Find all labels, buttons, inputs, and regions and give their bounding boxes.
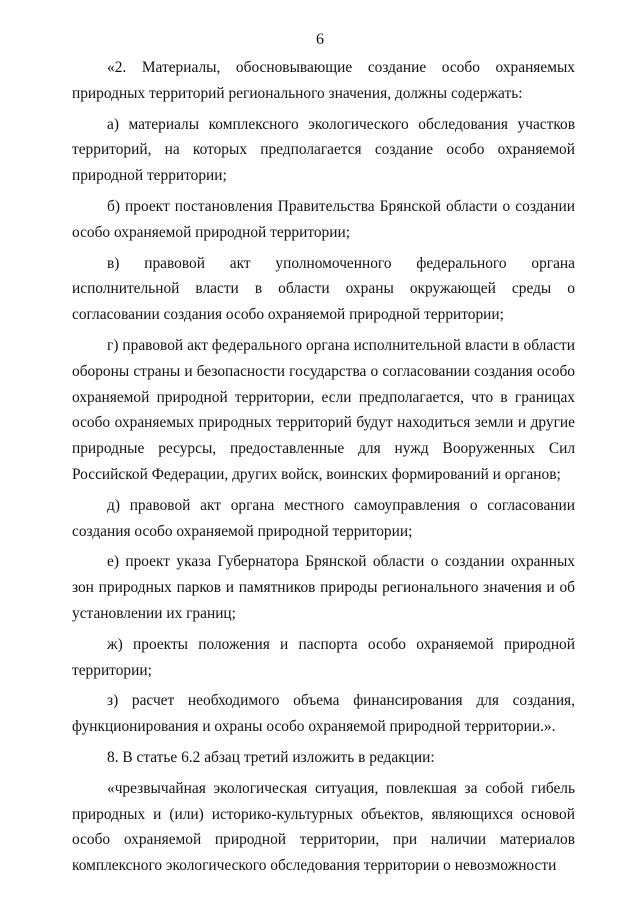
paragraph-intro: «2. Материалы, обосновывающие создание особо охраняемых природных территорий регионального значения, должны содержать:: [72, 59, 575, 102]
paragraph-item-e: е) проект указа Губернатора Брянской области о создании охранных зон природных парков и памятников природы регионального значения и об установлении их границ;: [72, 553, 575, 622]
paragraph-item-z: з) расчет необходимого объема финансирования для создания, функционирования и охраны особо охраняемой природной территории.».: [72, 692, 575, 736]
paragraph-item-v: в) правовой акт уполномоченного федерального органа исполнительной власти в области охраны окружающей среды о согласовании создания особо охраняемой природной территории;: [72, 254, 575, 324]
page-number: 6: [316, 31, 324, 48]
paragraph-item-d: д) правовой акт органа местного самоуправления о согласовании создания особо охраняемой природной территории;: [72, 496, 575, 540]
document-body: [72, 55, 575, 884]
paragraph-item-b: б) проект постановления Правительства Брянской области о создании особо охраняемой природной территории;: [72, 197, 575, 241]
paragraph-item-g: г) правовой акт федерального органа исполнительной власти в области обороны страны и безопасности государства о согласовании создания особо охраняемой природной территории, если предполагается, что в границах особо охраняемых природных территорий будут находиться земли и другие природные ресурсы, предоставленные для нужд Вооруженных Сил Российской Федерации, других войск, воинских формирований и органов;: [72, 336, 575, 483]
paragraph-section-8: 8. В статье 6.2 абзац третий изложить в редакции:: [107, 748, 435, 766]
paragraph-quote: «чрезвычайная экологическая ситуация, повлекшая за собой гибель природных и (или) историко-культурных объектов, являющихся основой особо охраняемой природной территории, при наличии материалов комплексного экологического обследования территории о невозможности: [72, 779, 575, 875]
paragraph-item-a: а) материалы комплексного экологического обследования участков территорий, на которых предполагается создание особо охраняемой природной территории;: [72, 115, 575, 185]
paragraph-item-zh: ж) проекты положения и паспорта особо охраняемой природной территории;: [72, 635, 575, 679]
